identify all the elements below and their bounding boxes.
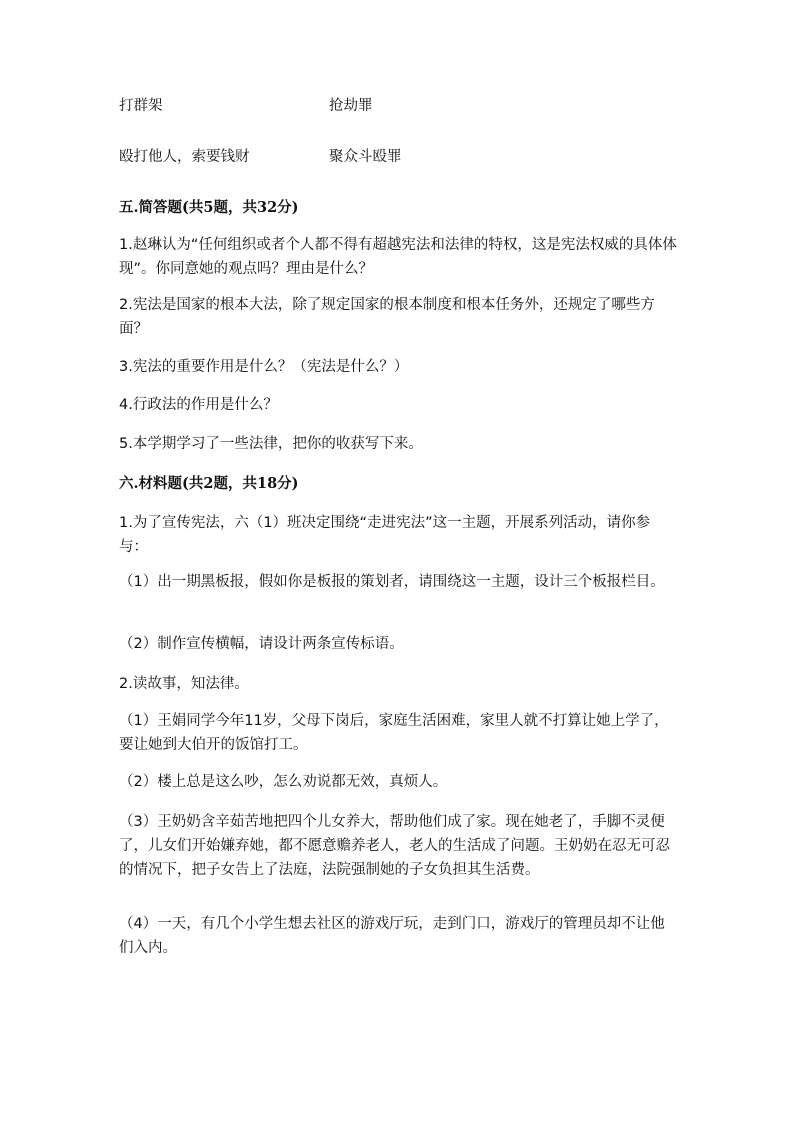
question-stem: 1.为了宣传宪法，六（1）班决定围绕“走进宪法”这一主题，开展系列活动，请你参与： [119, 515, 651, 555]
question-item: 2.宪法是国家的根本大法，除了规定国家的根本制度和根本任务外，还规定了哪些方面？ [119, 297, 655, 337]
section-heading: 五.简答题(共5题，共32分) [119, 199, 299, 216]
sub-question: （2）楼上总是这么吵，怎么劝说都无效，真烦人。 [119, 774, 448, 790]
sub-question: （3）王奶奶含辛茹苦地把四个儿女养大，帮助他们成了家。现在她老了，手脚不灵便了，儿女们开始嫌弃她，都不愿意赡养老人，老人的生活成了问题。王奶奶在忍无可忍的情况下，把子女告上了法庭，法院强制她的子女负担其生活费。 [119, 814, 670, 878]
matching-right: 聚众斗殴罪 [329, 149, 402, 165]
sub-question: （1）王娟同学今年11岁，父母下岗后，家庭生活困难，家里人就不打算让她上学了，要让她到大伯开的饭馆打工。 [119, 713, 669, 753]
sub-question: （2）制作宣传横幅，请设计两条宣传标语。 [119, 636, 404, 652]
matching-left: 殴打他人，索要钱财 [119, 149, 250, 165]
matching-right: 抢劫罪 [329, 98, 373, 114]
question-stem: 2.读故事，知法律。 [119, 676, 249, 692]
question-item: 5.本学期学习了一些法律，把你的收获写下来。 [119, 436, 423, 452]
matching-row [119, 145, 402, 169]
question-item: 3.宪法的重要作用是什么？（宪法是什么？） [119, 359, 409, 375]
matching-left: 打群架 [119, 98, 163, 114]
sub-question: （1）出一期黑板报，假如你是板报的策划者，请围绕这一主题，设计三个板报栏目。 [119, 574, 665, 590]
sub-question: （4）一天，有几个小学生想去社区的游戏厅玩，走到门口，游戏厅的管理员却不让他们入内。 [119, 916, 665, 956]
matching-row [119, 94, 373, 118]
question-item: 1.赵琳认为“任何组织或者个人都不得有超越宪法和法律的特权，这是宪法权威的具体体现”。你同意她的观点吗？理由是什么？ [119, 237, 677, 277]
section-heading: 六.材料题(共2题，共18分) [119, 475, 299, 492]
question-item: 4.行政法的作用是什么？ [119, 397, 278, 413]
